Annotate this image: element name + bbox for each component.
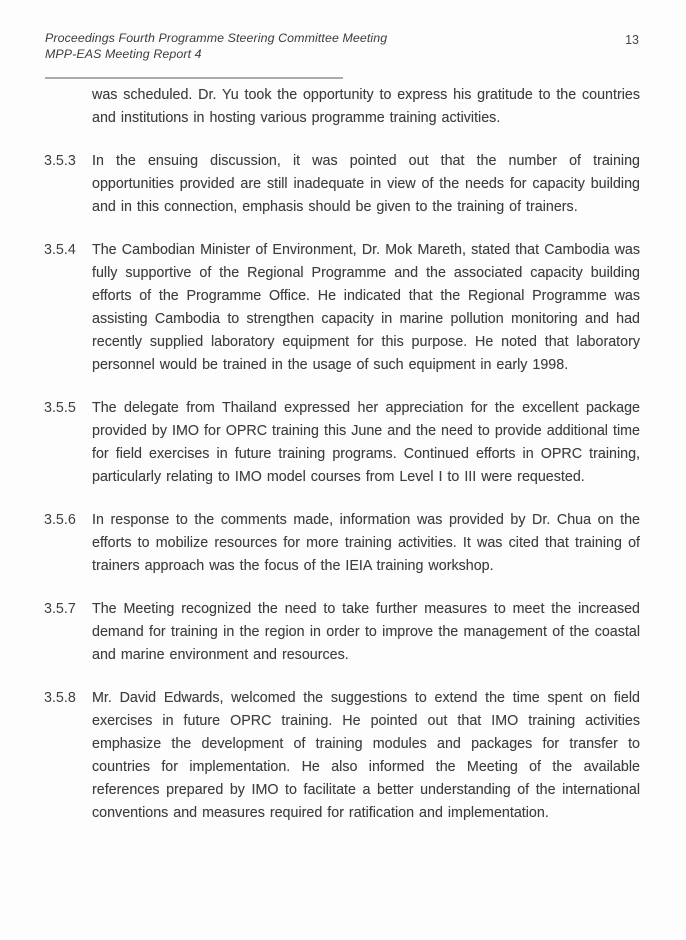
running-header bbox=[45, 31, 639, 62]
paragraph-number: 3.5.8 bbox=[44, 690, 76, 706]
document-title: Proceedings Fourth Programme Steering Committee Meeting bbox=[45, 31, 388, 45]
paragraph-number: 3.5.4 bbox=[44, 242, 76, 258]
paragraph-text: The delegate from Thailand expressed her appreciation for the excellent package provided by IMO for OPRC training this June and the need to provide additional time for field exercises in future training programs. Continued efforts in OPRC training, particularly relating to IMO model courses from Level I to III were requested. bbox=[92, 400, 640, 485]
paragraph-text: was scheduled. Dr. Yu took the opportunity to express his gratitude to the countries and institutions in hosting various programme training activities. bbox=[92, 87, 640, 126]
page-number: 13 bbox=[625, 33, 639, 47]
paragraph-text: In response to the comments made, information was provided by Dr. Chua on the efforts to mobilize resources for more training activities. It was cited that training of trainers approach was the focus of the IEIA training workshop. bbox=[92, 512, 640, 574]
paragraph-number: 3.5.5 bbox=[44, 400, 76, 416]
paragraph-text: In the ensuing discussion, it was pointed out that the number of training opportunities provided are still inadequate in view of the needs for capacity building and in this connection, emphasis should be given to the training of trainers. bbox=[92, 153, 640, 215]
header-rule bbox=[45, 77, 343, 79]
document-body bbox=[44, 84, 640, 825]
page-header bbox=[45, 31, 639, 62]
paragraph-3-5-4 bbox=[44, 239, 640, 377]
paragraph-number: 3.5.7 bbox=[44, 601, 76, 617]
paragraph-3-5-5 bbox=[44, 397, 640, 489]
paragraph-number: 3.5.3 bbox=[44, 153, 76, 169]
paragraph-3-5-6 bbox=[44, 509, 640, 578]
paragraph-text: Mr. David Edwards, welcomed the suggestions to extend the time spent on field exercises in future OPRC training. He pointed out that IMO training activities emphasize the development of training modules and packages for transfer to countries for implementation. He also informed the Meeting of the available references prepared by IMO to facilitate a better understanding of the international conventions and measures required for ratification and implementation. bbox=[92, 690, 640, 821]
document-subtitle: MPP-EAS Meeting Report 4 bbox=[45, 46, 202, 61]
paragraph-text: The Meeting recognized the need to take further measures to meet the increased demand for training in the region in order to improve the management of the coastal and marine environment and resources. bbox=[92, 601, 640, 663]
paragraph-3-5-8 bbox=[44, 687, 640, 825]
paragraph-continuation bbox=[44, 84, 640, 130]
paragraph-3-5-3 bbox=[44, 150, 640, 219]
paragraph-3-5-7 bbox=[44, 598, 640, 667]
paragraph-text: The Cambodian Minister of Environment, Dr. Mok Mareth, stated that Cambodia was fully supportive of the Regional Programme and the associated capacity building efforts of the Programme Office. He indicated that the Regional Programme was assisting Cambodia to strengthen capacity in marine pollution monitoring and had recently supplied laboratory equipment for this purpose. He noted that laboratory personnel would be trained in the usage of such equipment in early 1998. bbox=[92, 242, 640, 373]
paragraph-number: 3.5.6 bbox=[44, 512, 76, 528]
paragraph-number bbox=[44, 84, 92, 130]
